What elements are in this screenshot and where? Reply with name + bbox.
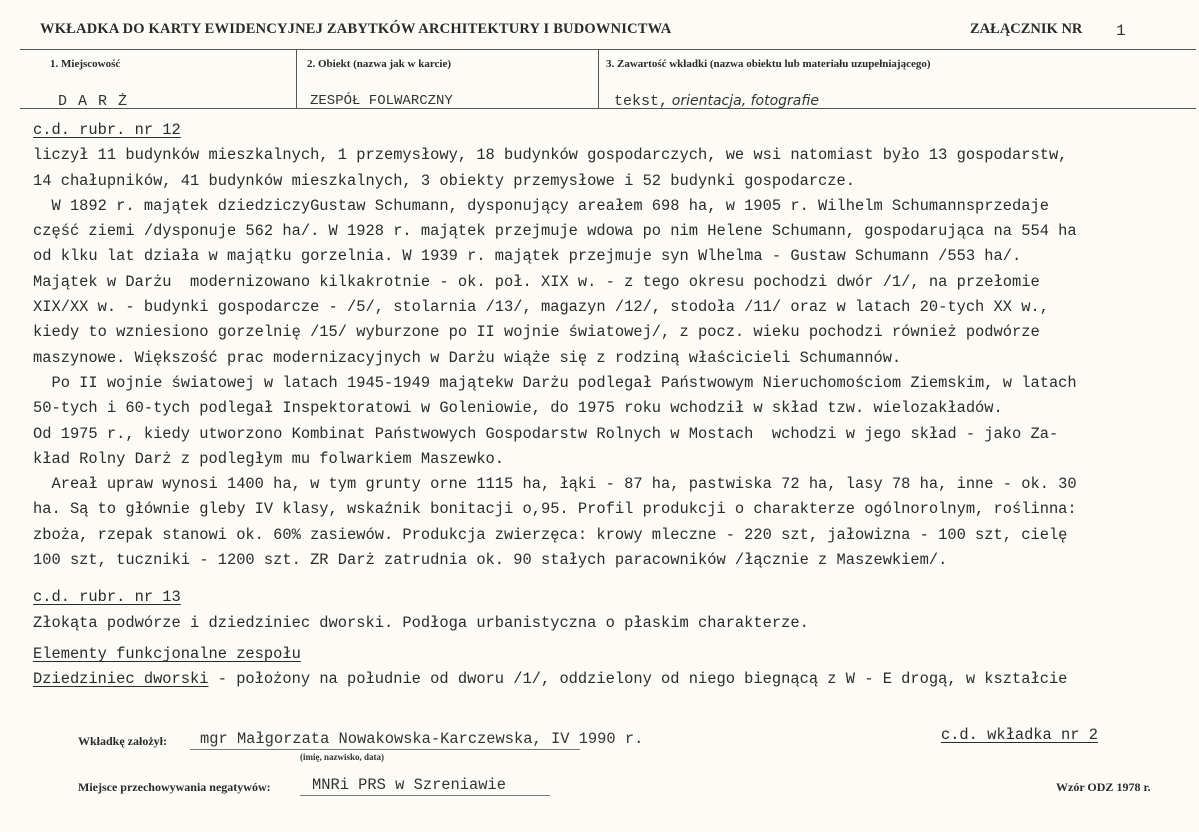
section-12-line: od klku lat działa w majątku gorzelnia. W 1939 r. majątek przejmuje syn Wlhelma - Gustaw Schumann /553 ha/. — [33, 247, 1022, 266]
negatives-value: MNRi PRS w Szreniawie — [312, 776, 506, 794]
field-divider-1 — [296, 50, 297, 108]
attachment-label: ZAŁĄCZNIK NR — [970, 21, 1083, 37]
negatives-underline — [300, 795, 550, 796]
section-12-line: 14 chałupników, 41 budynków mieszkalnych, 3 obiekty przemysłowe i 52 budynki gospodarcze. — [33, 171, 855, 190]
section-12-line: kiedy to wzniesiono gorzelnię /15/ wyburzone po II wojnie światowej/, z pocz. wieku pochodzi również podwórze — [33, 323, 1040, 342]
section-12-line: 100 szt, tuczniki - 1200 szt. ZR Darż zatrudnia ok. 90 stałych paracowników /łącznie z Maszewkiem/. — [33, 551, 948, 570]
section-12-heading: c.d. rubr. nr 12 — [33, 121, 181, 139]
author-sub-label: (imię, nazwisko, data) — [300, 752, 384, 762]
courtyard-term: Dziedziniec dworski — [33, 670, 209, 689]
section-12-line: W 1892 r. majątek dziedziczyGustaw Schumann, dysponujący areałem 698 ha, w 1905 r. Wilhelm Schumannsprzedaje — [33, 196, 1049, 215]
section-13-line: Złokąta podwórze i dziedziniec dworski. Podłoga urbanistyczna o płaskim charakterze. — [33, 613, 809, 632]
contents-label: 3. Zawartość wkładki (nazwa obiektu lub materiału uzupełniającego) — [606, 58, 931, 70]
object-label: 2. Obiekt (nazwa jak w karcie) — [307, 58, 452, 70]
author-underline — [190, 749, 580, 750]
section-12-line: XIX/XX w. - budynki gospodarcze - /5/, stolarnia /13/, magazyn /12/, stodoła /11/ oraz w latach 20-tych XX w., — [33, 298, 1049, 317]
section-12-line: 50-tych i 60-tych podlegał Inspektoratowi w Goleniowie, do 1975 roku wchodził w skład tzw. wielozakładów. — [33, 399, 1003, 418]
author-value: mgr Małgorzata Nowakowska-Karczewska, IV 1990 r. — [200, 730, 644, 748]
section-12-line: część ziemi /dysponuje 562 ha/. W 1928 r. majątek przejmuje wdowa po nim Helene Schumann, gospodarująca na 554 ha — [33, 222, 1077, 241]
form-code: Wzór ODZ 1978 r. — [1056, 780, 1151, 794]
section-12-line: liczył 11 budynków mieszkalnych, 1 przemysłowy, 18 budynków gospodarczych, we wsi natomiast było 13 gospodarstw, — [33, 146, 1068, 165]
section-12-line: Od 1975 r., kiedy utworzono Kombinat Państwowych Gospodarstw Rolnych w Mostach wchodzi w jego skład - jako Za- — [33, 424, 1059, 443]
section-12-line: zboża, rzepak stanowi ok. 60% zasiewów. Produkcja zwierzęca: krowy mleczne - 220 szt, jałowizna - 100 szt, cielę — [33, 525, 1068, 544]
negatives-label: Miejsce przechowywania negatywów: — [78, 780, 271, 794]
locality-value: D A R Ż — [58, 93, 129, 110]
document-body — [33, 118, 1193, 693]
attachment-number: 1 — [1116, 22, 1126, 40]
section-12-line: Areał upraw wynosi 1400 ha, w tym grunty orne 1115 ha, łąki - 87 ha, pastwiska 72 ha, lasy 78 ha, inne - ok. 30 — [33, 475, 1077, 494]
document-title: WKŁADKA DO KARTY EWIDENCYJNEJ ZABYTKÓW ARCHITEKTURY I BUDOWNICTWA — [40, 21, 672, 37]
section-12-line: kład Rolny Darż z podległym mu folwarkiem Maszewko. — [33, 449, 505, 468]
section-12-line: maszynowe. Większość prac modernizacyjnych w Darżu wiąże się z rodziną właścicieli Schumannów. — [33, 348, 902, 367]
author-label: Wkładkę założył: — [78, 734, 167, 748]
object-value: ZESPÓŁ FOLWARCZNY — [310, 93, 453, 109]
continued-text: c.d. wkładka nr 2 — [940, 726, 1098, 744]
courtyard-description: - położony na południe od dworu /1/, oddzielony od niego biegnącą z W - E drogą, w kształcie — [208, 670, 1068, 689]
locality-label: 1. Miejscowość — [50, 58, 121, 70]
section-12-line: ha. Są to głównie gleby IV klasy, wskaźnik bonitacji o,95. Profil produkcji o charakterze ogólnorolnym, roślinna: — [33, 500, 1077, 519]
continued-note — [904, 708, 1098, 762]
header-rule-top — [20, 49, 1196, 50]
section-12-line: Po II wojnie światowej w latach 1945-1949 majątekw Darżu podlegał Państwowym Nieruchomościom Ziemskim, w latach — [33, 373, 1077, 392]
functional-elements-heading: Elementy funkcjonalne zespołu — [33, 644, 301, 663]
section-13-heading: c.d. rubr. nr 13 — [33, 588, 181, 607]
section-12-line: Majątek w Darżu modernizowano kilkakrotnie - ok. poł. XIX w. - z tego okresu pochodzi dwór /1/, na przełomie — [33, 272, 1040, 291]
header-rule-bottom — [20, 108, 1196, 109]
section-gap — [33, 573, 1193, 585]
contents-value-typed: tekst, — [614, 93, 669, 110]
contents-value — [614, 93, 819, 110]
contents-value-handwritten: orientacja, fotografie — [671, 93, 820, 109]
field-divider-2 — [598, 50, 599, 108]
